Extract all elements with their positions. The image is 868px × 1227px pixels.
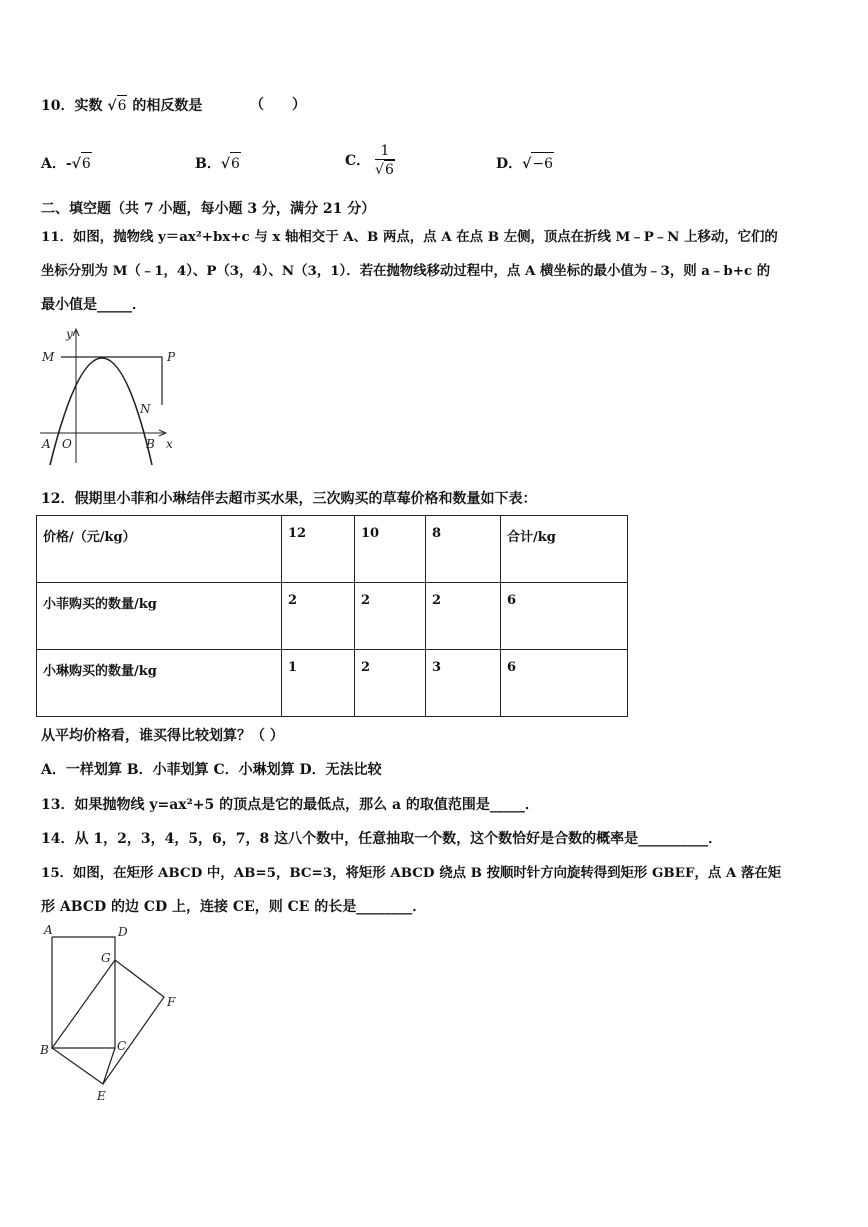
q15-line1: 15．如图，在矩形 ABCD 中，AB=5，BC=3，将矩形 ABCD 绕点 B 按顺时针方向旋转得到矩形 GBEF，点 A 落在矩 bbox=[41, 865, 782, 881]
table-cell: 小菲购买的数量/kg bbox=[37, 583, 282, 650]
q10-stem-tail: 的相反数是 bbox=[132, 98, 203, 114]
q10-option-a-prefix: - bbox=[65, 156, 72, 172]
q10-option-c-fraction: $\frac{1}{√6}$ bbox=[375, 143, 394, 178]
q10-option-a-radicand: 6 bbox=[81, 152, 92, 175]
table-cell: 2 bbox=[355, 583, 426, 650]
q10-option-d-label: D． bbox=[496, 156, 523, 172]
q11-line1: 11．如图，抛物线 y＝ax²+bx+c 与 x 轴相交于 A、B 两点，点 A 在点 B 左侧，顶点在折线 M﹣P﹣N 上移动，它们的 bbox=[41, 229, 778, 245]
rectangle-gbef bbox=[52, 960, 164, 1084]
label-y: y bbox=[66, 327, 73, 341]
q10-option-c-denominator: 6 bbox=[384, 162, 394, 178]
table-cell: 1 bbox=[282, 650, 355, 717]
label-p: P bbox=[167, 350, 176, 364]
q13-text: 13．如果抛物线 y=ax²+5 的顶点是它的最低点，那么 a 的取值范围是_____． bbox=[41, 797, 539, 813]
table-cell: 6 bbox=[501, 650, 628, 717]
table-row bbox=[37, 583, 628, 650]
q10-option-d-radicand: −6 bbox=[531, 152, 554, 175]
table-row bbox=[37, 650, 628, 717]
q11-line2: 坐标分别为 M（﹣1，4）、P（3，4）、N（3，1）．若在抛物线移动过程中，点 A 横坐标的最小值为﹣3，则 a﹣b+c 的 bbox=[41, 263, 771, 279]
table-row bbox=[37, 516, 628, 583]
table-cell: 6 bbox=[501, 583, 628, 650]
q10-option-b-radicand: 6 bbox=[230, 152, 241, 175]
q12-question: 从平均价格看，谁买得比较划算？（ ） bbox=[41, 728, 284, 744]
label-o: O bbox=[62, 437, 72, 451]
label-a: A bbox=[44, 923, 53, 937]
q14-text: 14．从 1，2，3，4，5，6，7，8 这八个数中，任意抽取一个数，这个数恰好是合数的概率是__________． bbox=[41, 831, 723, 847]
q10-sqrt: √6 bbox=[107, 98, 127, 114]
table-cell: 12 bbox=[282, 516, 355, 583]
q11-parabola-figure bbox=[36, 323, 186, 473]
q11-line3: 最小值是_____． bbox=[41, 297, 146, 313]
label-f: F bbox=[167, 995, 176, 1009]
label-b: B bbox=[40, 1043, 49, 1057]
q12-options: A．一样划算 B．小菲划算 C．小琳划算 D．无法比较 bbox=[41, 762, 382, 778]
q10-option-d: D．√−6 bbox=[496, 152, 554, 175]
q10-option-c bbox=[345, 143, 395, 179]
q15-line2: 形 ABCD 的边 CD 上，连接 CE，则 CE 的长是________． bbox=[41, 899, 427, 915]
label-g: G bbox=[101, 951, 111, 965]
q10-option-b: B．√6 bbox=[195, 152, 241, 175]
table-cell: 合计/kg bbox=[501, 516, 628, 583]
table-cell: 价格/（元/kg） bbox=[37, 516, 282, 583]
q10-option-c-label: C． bbox=[345, 153, 371, 169]
q10-option-a-label: A． bbox=[41, 156, 66, 172]
label-x: x bbox=[166, 437, 173, 451]
label-d: D bbox=[118, 925, 128, 939]
table-cell: 2 bbox=[282, 583, 355, 650]
q10-paren: （ ） bbox=[250, 97, 306, 113]
q10-stem-text: 10．实数 bbox=[41, 98, 103, 114]
table-cell: 2 bbox=[426, 583, 501, 650]
table-cell: 2 bbox=[355, 650, 426, 717]
price-table bbox=[36, 515, 628, 717]
label-b: B bbox=[146, 437, 155, 451]
q10-stem bbox=[41, 95, 202, 116]
q10-radicand: 6 bbox=[117, 95, 128, 116]
section-heading: 二、填空题（共 7 小题，每小题 3 分，满分 21 分） bbox=[41, 201, 376, 217]
q10-option-c-numerator: 1 bbox=[380, 143, 390, 159]
label-m: M bbox=[42, 350, 55, 364]
segment-ce bbox=[103, 1048, 115, 1084]
label-a: A bbox=[42, 437, 51, 451]
table-cell: 10 bbox=[355, 516, 426, 583]
q15-rectangle-figure bbox=[36, 920, 186, 1105]
label-c: C bbox=[117, 1039, 127, 1053]
table-cell: 8 bbox=[426, 516, 501, 583]
label-e: E bbox=[97, 1089, 106, 1103]
q10-option-b-label: B． bbox=[195, 156, 221, 172]
table-cell: 3 bbox=[426, 650, 501, 717]
label-n: N bbox=[140, 402, 151, 416]
q12-stem: 12．假期里小菲和小琳结伴去超市买水果，三次购买的草莓价格和数量如下表： bbox=[41, 491, 537, 507]
table-cell: 小琳购买的数量/kg bbox=[37, 650, 282, 717]
q10-option-a: A．-√6 bbox=[41, 152, 92, 175]
